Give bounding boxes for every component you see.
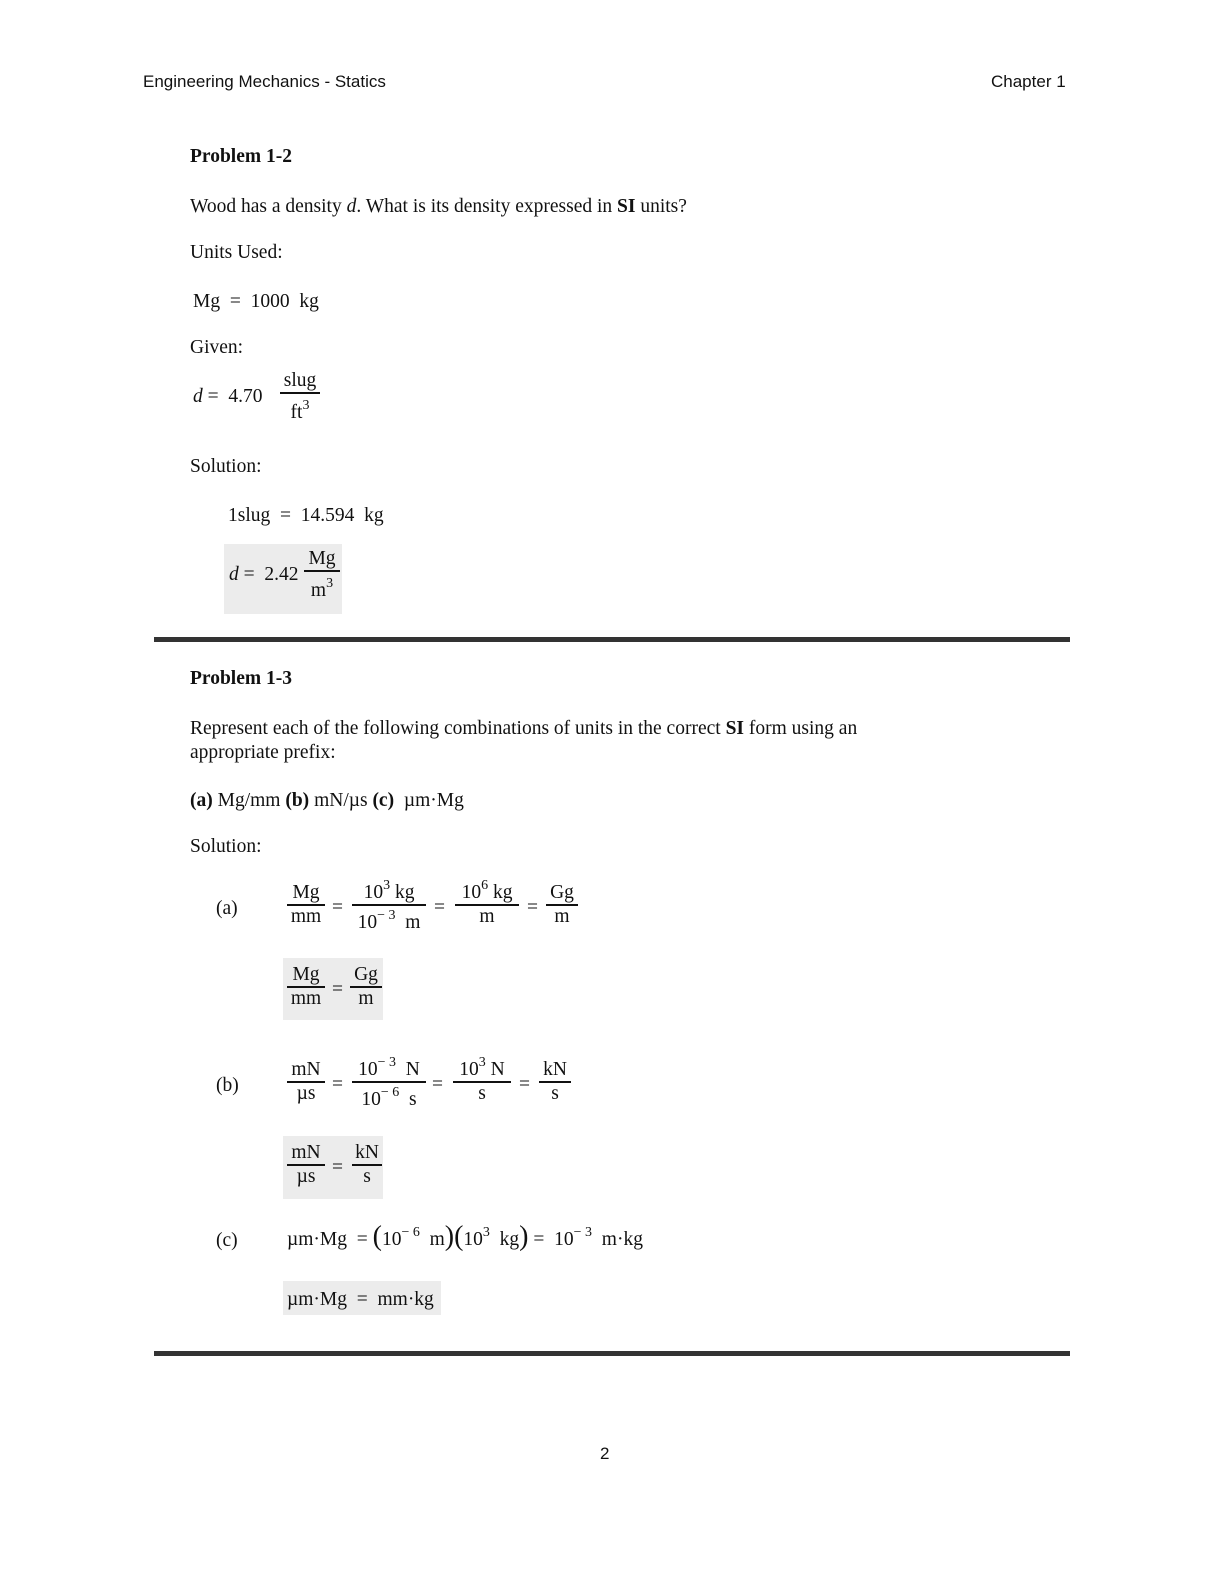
solution-label: Solution:	[190, 456, 262, 477]
fraction-bar	[304, 570, 340, 572]
part-text: mN/µs	[309, 790, 373, 811]
fraction-denominator: s	[478, 1083, 486, 1104]
fraction-numerator: kN	[543, 1059, 567, 1080]
page-number: 2	[600, 1444, 610, 1463]
part-a-fraction-3	[455, 878, 519, 928]
solution-label: Solution:	[190, 836, 262, 857]
fraction-bar	[352, 904, 426, 906]
part-b-label: (b)	[216, 1075, 239, 1096]
paren-open: (	[454, 1221, 464, 1252]
fraction-denominator: $10^{- 6}$ s	[361, 1085, 417, 1110]
part-c-answer: µm·Mg = mm·kg	[287, 1289, 434, 1310]
fraction-denominator: mm	[290, 906, 322, 927]
fraction-numerator: kN	[355, 1142, 379, 1163]
problem-1-3-statement-line2: appropriate prefix:	[190, 742, 336, 763]
fraction-denominator: µs	[296, 1166, 316, 1187]
paren-close: )	[444, 1221, 455, 1252]
equals-sign: =	[332, 897, 343, 918]
equals-sign: =	[434, 897, 445, 918]
equals-sign: =	[332, 979, 343, 1000]
part-c-equation: $\mu m\cdot Mg = (10^{- 6}$ $m)(10^3$ $kg) = 10^{- 3}$ m·kg	[287, 1221, 643, 1252]
density-answer-value: = 2.42	[238, 564, 299, 585]
part-text: Mg/mm	[212, 790, 286, 811]
running-header-title: Engineering Mechanics - Statics	[143, 72, 386, 91]
statement-si: SI	[725, 718, 744, 739]
statement-text: . What is its density expressed in	[356, 196, 618, 217]
fraction-numerator: Mg	[292, 882, 320, 903]
part-label: (b)	[285, 790, 310, 811]
problem-1-3-title: Problem 1-3	[190, 668, 292, 689]
running-header-chapter: Chapter 1	[991, 72, 1066, 91]
section-divider	[154, 637, 1070, 642]
fraction-numerator: $10^3$ N	[459, 1055, 505, 1080]
equals-sign: =	[519, 1074, 530, 1095]
fraction-bar	[352, 1081, 426, 1083]
statement-text: Wood has a density	[190, 196, 347, 217]
fraction-numerator: mN	[291, 1142, 321, 1163]
units-used-label: Units Used:	[190, 242, 283, 263]
density-value: = 4.70	[202, 386, 263, 407]
fraction-numerator: Mg	[308, 548, 336, 569]
part-a-label: (a)	[216, 898, 238, 919]
fraction-denominator: $ft^3$	[290, 398, 310, 423]
fraction-bar	[280, 392, 320, 394]
fraction-numerator: $10^6$ kg	[461, 878, 513, 903]
statement-text: Represent each of the following combinations of units in the correct	[190, 718, 726, 739]
fraction-denominator: $m^3$	[310, 576, 334, 601]
statement-variable: d	[346, 196, 357, 217]
part-b-fraction-4	[539, 1059, 571, 1105]
problem-1-2-title: Problem 1-2	[190, 146, 292, 167]
part-c-lhs: µm·Mg =	[287, 1229, 368, 1250]
answer-density-units	[304, 548, 340, 602]
part-a-fraction-2	[352, 878, 426, 934]
part-c-label: (c)	[216, 1230, 238, 1251]
part-label: (a)	[190, 790, 213, 811]
fraction-denominator: mm	[290, 988, 322, 1009]
part-b-fraction-2	[352, 1053, 426, 1111]
fraction-numerator: mN	[291, 1059, 321, 1080]
part-b-answer-rhs	[352, 1142, 382, 1188]
statement-text: form using an	[744, 718, 858, 739]
fraction-denominator: s	[363, 1166, 371, 1187]
given-label: Given:	[190, 337, 244, 358]
density-variable: d	[193, 386, 203, 407]
answer-density-lhs	[229, 564, 299, 586]
part-text: µm·Mg	[394, 790, 464, 811]
paren-open: (	[372, 1221, 382, 1252]
part-label: (c)	[372, 790, 395, 811]
fraction-numerator: slug	[283, 370, 317, 391]
equals-sign: =	[432, 1074, 443, 1095]
fraction-denominator: µs	[296, 1083, 316, 1104]
part-a-answer-lhs	[287, 964, 325, 1010]
fraction-denominator: $10^{- 3}$ m	[357, 908, 421, 933]
part-b-fraction-1	[287, 1059, 325, 1105]
part-a-fraction-4	[546, 882, 578, 928]
part-a-answer-rhs	[350, 964, 382, 1010]
problem-1-2-statement	[190, 196, 687, 218]
section-divider	[154, 1351, 1070, 1356]
given-density-lhs	[193, 386, 263, 408]
density-variable: d	[229, 564, 239, 585]
fraction-numerator: Mg	[292, 964, 320, 985]
equals-sign: =	[332, 1074, 343, 1095]
fraction-denominator: s	[551, 1083, 559, 1104]
units-equation: Mg = 1000 kg	[193, 291, 319, 312]
fraction-numerator: $10^{- 3}$ N	[358, 1055, 420, 1080]
paren-close: )	[519, 1221, 529, 1252]
fraction-denominator: m	[479, 906, 495, 927]
given-density-units	[280, 370, 320, 424]
statement-si: SI	[617, 196, 636, 217]
fraction-numerator: $10^3$ kg	[363, 878, 415, 903]
statement-text: units?	[635, 196, 687, 217]
fraction-numerator: Gg	[354, 964, 378, 985]
slug-conversion: 1slug = 14.594 kg	[228, 505, 384, 526]
equals-sign: =	[332, 1157, 343, 1178]
part-a-fraction-1	[287, 882, 325, 928]
problem-1-3-statement	[190, 718, 857, 740]
fraction-denominator: m	[358, 988, 374, 1009]
part-b-fraction-3	[453, 1055, 511, 1105]
equals-sign: =	[527, 897, 538, 918]
fraction-numerator: Gg	[550, 882, 574, 903]
fraction-denominator: m	[554, 906, 570, 927]
problem-1-3-parts	[190, 790, 464, 812]
part-b-answer-lhs	[287, 1142, 325, 1188]
